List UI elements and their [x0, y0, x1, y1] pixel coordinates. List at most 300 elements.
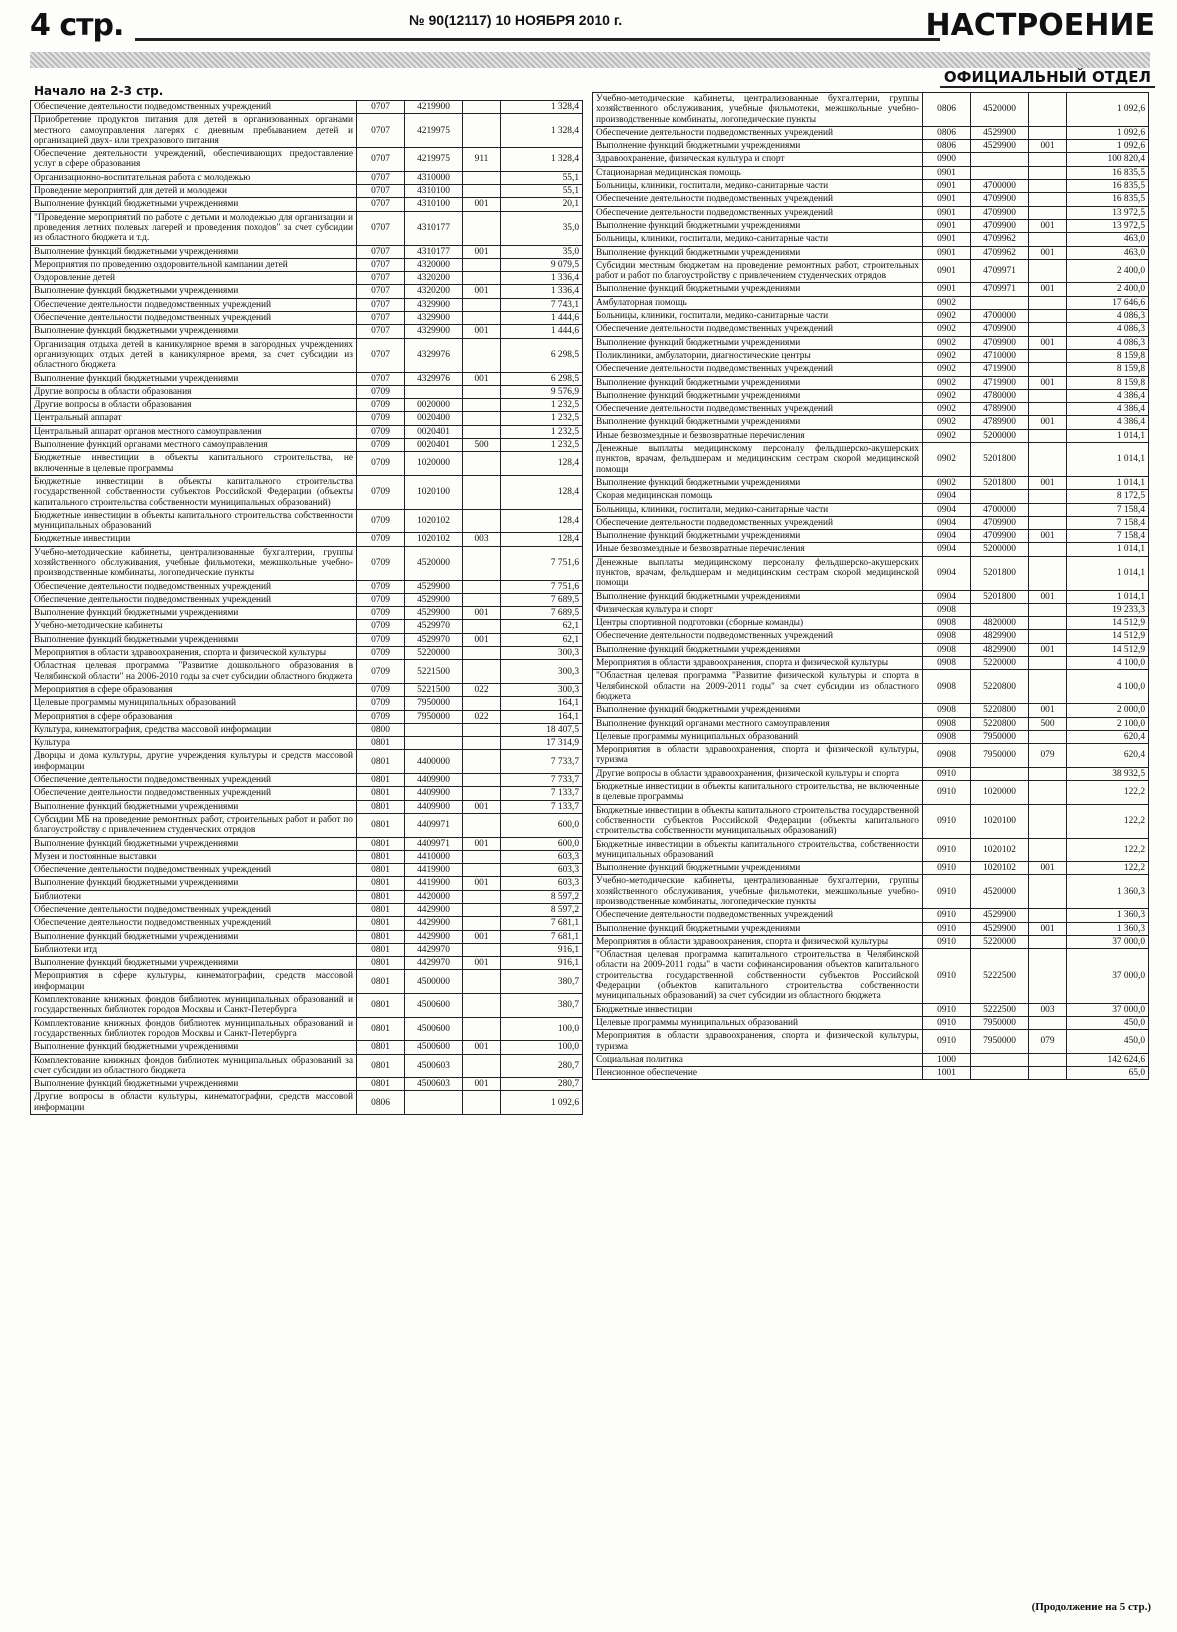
row-type: [1029, 310, 1067, 323]
row-type: 001: [463, 325, 501, 338]
row-code: [405, 1091, 463, 1115]
row-type: 001: [463, 957, 501, 970]
table-row: [31, 957, 583, 970]
row-amount: 8 172,5: [1067, 490, 1149, 503]
table-row: [593, 1030, 1149, 1054]
row-name: Выполнение функций бюджетными учреждениями: [31, 800, 357, 813]
row-type: [463, 546, 501, 580]
row-section: 0707: [357, 198, 405, 211]
row-section: 0910: [923, 1003, 971, 1016]
table-row: [31, 683, 583, 696]
row-amount: 1 444,6: [501, 312, 583, 325]
row-amount: 100,0: [501, 1017, 583, 1041]
row-type: [463, 904, 501, 917]
row-code: 4500600: [405, 994, 463, 1018]
row-amount: 128,4: [501, 533, 583, 546]
row-type: [463, 890, 501, 903]
row-name: Мероприятия в области здравоохранения, спорта и физической культуры: [31, 647, 357, 660]
table-row: [31, 325, 583, 338]
row-code: [971, 603, 1029, 616]
row-amount: 18 407,5: [501, 723, 583, 736]
table-row: [31, 697, 583, 710]
row-amount: 1 092,6: [501, 1091, 583, 1115]
row-type: [463, 475, 501, 509]
page-header: [0, 0, 1177, 90]
row-section: 0709: [357, 580, 405, 593]
row-section: 0910: [923, 935, 971, 948]
row-section: 0908: [923, 617, 971, 630]
row-amount: 16 835,5: [1067, 180, 1149, 193]
row-type: [463, 185, 501, 198]
row-amount: 19 233,3: [1067, 603, 1149, 616]
table-row: [593, 296, 1149, 309]
row-section: 0709: [357, 439, 405, 452]
row-section: 0904: [923, 590, 971, 603]
row-name: Больницы, клиники, госпитали, медико-санитарные части: [593, 180, 923, 193]
row-type: [463, 787, 501, 800]
row-amount: 280,7: [501, 1054, 583, 1078]
row-amount: 128,4: [501, 452, 583, 476]
row-name: Обеспечение деятельности учреждений, обеспечивающих предоставление услуг в сфере образования: [31, 148, 357, 172]
row-name: Выполнение функций бюджетными учреждениями: [31, 633, 357, 646]
row-amount: 1 014,1: [1067, 443, 1149, 477]
row-type: [463, 774, 501, 787]
table-row: [593, 1003, 1149, 1016]
row-code: 4329900: [405, 312, 463, 325]
row-type: 001: [1029, 530, 1067, 543]
table-row: [593, 781, 1149, 805]
row-code: 4310177: [405, 245, 463, 258]
row-section: 0707: [357, 285, 405, 298]
row-section: 0900: [923, 153, 971, 166]
row-name: Бюджетные инвестиции в объекты капитального строительства, собственности муниципальных образований: [593, 838, 923, 862]
row-name: Обеспечение деятельности подведомственных учреждений: [31, 580, 357, 593]
row-amount: 14 512,9: [1067, 630, 1149, 643]
table-row: [593, 259, 1149, 283]
row-code: 5220000: [405, 647, 463, 660]
row-amount: 4 100,0: [1067, 657, 1149, 670]
table-row: [31, 285, 583, 298]
row-code: 4500600: [405, 1041, 463, 1054]
table-row: [593, 717, 1149, 730]
table-row: [31, 198, 583, 211]
row-section: 1001: [923, 1067, 971, 1080]
row-amount: 1 014,1: [1067, 556, 1149, 590]
row-name: Здравоохранение, физическая культура и спорт: [593, 153, 923, 166]
row-name: Стационарная медицинская помощь: [593, 166, 923, 179]
row-name: Культура: [31, 737, 357, 750]
row-amount: 37 000,0: [1067, 949, 1149, 1003]
row-amount: 6 298,5: [501, 372, 583, 385]
row-amount: 300,3: [501, 660, 583, 684]
row-code: 5221500: [405, 660, 463, 684]
row-name: Обеспечение деятельности подведомственных учреждений: [593, 193, 923, 206]
table-row: [593, 376, 1149, 389]
row-amount: 100 820,4: [1067, 153, 1149, 166]
row-type: 001: [1029, 219, 1067, 232]
row-amount: 463,0: [1067, 246, 1149, 259]
row-section: 0910: [923, 1016, 971, 1029]
row-code: 5201800: [971, 443, 1029, 477]
table-row: [31, 1078, 583, 1091]
row-type: [1029, 180, 1067, 193]
row-code: 4420000: [405, 890, 463, 903]
row-type: 001: [1029, 922, 1067, 935]
row-section: 0801: [357, 904, 405, 917]
row-type: 001: [463, 1041, 501, 1054]
row-code: 4500600: [405, 1017, 463, 1041]
row-name: Мероприятия в области здравоохранения, спорта и физической культуры: [593, 935, 923, 948]
row-name: Обеспечение деятельности подведомственных учреждений: [31, 787, 357, 800]
row-section: 0801: [357, 890, 405, 903]
row-code: 4820000: [971, 617, 1029, 630]
row-code: 5200000: [971, 543, 1029, 556]
row-amount: 1 360,3: [1067, 909, 1149, 922]
row-type: 022: [463, 683, 501, 696]
row-code: 0020000: [405, 399, 463, 412]
row-name: Выполнение функций бюджетными учреждениями: [31, 930, 357, 943]
row-section: 0709: [357, 385, 405, 398]
row-code: 7950000: [971, 1016, 1029, 1029]
row-code: [405, 723, 463, 736]
row-type: [1029, 389, 1067, 402]
row-name: Денежные выплаты медицинскому персоналу фельдшерско-акушерских пунктов, врачам, фельдшерам и медицинским сестрам скорой медицинской помощи: [593, 556, 923, 590]
page-number: 4 стр.: [30, 8, 124, 43]
row-name: Выполнение функций бюджетными учреждениями: [593, 336, 923, 349]
row-type: [1029, 323, 1067, 336]
table-row: [593, 643, 1149, 656]
row-type: [463, 452, 501, 476]
row-name: Обеспечение деятельности подведомственных учреждений: [593, 630, 923, 643]
row-type: 001: [1029, 590, 1067, 603]
row-section: 0908: [923, 744, 971, 768]
table-row: [31, 185, 583, 198]
table-row: [593, 657, 1149, 670]
row-type: [463, 580, 501, 593]
row-name: Выполнение функций бюджетными учреждениями: [31, 372, 357, 385]
row-name: Выполнение функций органами местного самоуправления: [31, 439, 357, 452]
row-type: [463, 850, 501, 863]
row-section: 0908: [923, 730, 971, 743]
row-name: Выполнение функций бюджетными учреждениями: [31, 1041, 357, 1054]
row-section: 0801: [357, 1054, 405, 1078]
table-row: [593, 443, 1149, 477]
row-section: 0902: [923, 310, 971, 323]
row-code: 4829900: [971, 630, 1029, 643]
row-type: [463, 697, 501, 710]
row-amount: 1 328,4: [501, 114, 583, 148]
table-row: [31, 647, 583, 660]
table-row: [31, 837, 583, 850]
row-section: 0904: [923, 490, 971, 503]
row-type: [1029, 730, 1067, 743]
row-type: 001: [1029, 336, 1067, 349]
row-name: Целевые программы муниципальных образований: [593, 1016, 923, 1029]
row-amount: 4 386,4: [1067, 416, 1149, 429]
row-section: 0910: [923, 804, 971, 838]
row-code: 4709962: [971, 246, 1029, 259]
row-name: Оздоровление детей: [31, 272, 357, 285]
row-name: Бюджетные инвестиции: [593, 1003, 923, 1016]
row-section: 0910: [923, 862, 971, 875]
row-code: 4529900: [971, 126, 1029, 139]
row-amount: 7 681,1: [501, 930, 583, 943]
row-section: 0709: [357, 412, 405, 425]
row-amount: 2 400,0: [1067, 259, 1149, 283]
row-code: 7950000: [971, 730, 1029, 743]
row-amount: 2 100,0: [1067, 717, 1149, 730]
row-amount: 17 314,9: [501, 737, 583, 750]
row-section: 0902: [923, 403, 971, 416]
row-section: 0709: [357, 620, 405, 633]
row-name: Выполнение функций бюджетными учреждениями: [593, 246, 923, 259]
row-code: 4709962: [971, 233, 1029, 246]
table-row: [593, 233, 1149, 246]
table-row: [31, 372, 583, 385]
row-name: Библиотеки итд: [31, 943, 357, 956]
table-row: [593, 603, 1149, 616]
row-code: 7950000: [971, 1030, 1029, 1054]
row-section: 0709: [357, 533, 405, 546]
row-code: 4409971: [405, 837, 463, 850]
row-type: [1029, 767, 1067, 780]
row-name: Обеспечение деятельности подведомственных учреждений: [593, 206, 923, 219]
row-name: Иные безвозмездные и безвозвратные перечисления: [593, 429, 923, 442]
row-name: Областная целевая программа "Развитие дошкольного образования в Челябинской области" на 2006-2010 годы за счет субсидии областного бюджета: [31, 660, 357, 684]
row-name: Иные безвозмездные и безвозвратные перечисления: [593, 543, 923, 556]
row-amount: 1 360,3: [1067, 875, 1149, 909]
row-section: 0910: [923, 875, 971, 909]
table-row: [31, 245, 583, 258]
row-code: 5220800: [971, 670, 1029, 704]
row-amount: 35,0: [501, 211, 583, 245]
row-name: Выполнение функций бюджетными учреждениями: [593, 590, 923, 603]
table-row: [31, 917, 583, 930]
row-section: 0801: [357, 930, 405, 943]
row-section: 0908: [923, 657, 971, 670]
row-amount: 463,0: [1067, 233, 1149, 246]
row-code: 7950000: [405, 697, 463, 710]
row-amount: 7 158,4: [1067, 530, 1149, 543]
row-amount: 7 689,5: [501, 593, 583, 606]
row-section: 0901: [923, 193, 971, 206]
row-type: [1029, 630, 1067, 643]
row-type: [1029, 838, 1067, 862]
row-type: [463, 917, 501, 930]
row-name: Обеспечение деятельности подведомственных учреждений: [31, 312, 357, 325]
row-type: 001: [463, 372, 501, 385]
row-type: [463, 750, 501, 774]
row-type: [463, 723, 501, 736]
table-row: [31, 877, 583, 890]
table-row: [593, 310, 1149, 323]
row-amount: 8 159,8: [1067, 349, 1149, 362]
table-row: [31, 593, 583, 606]
row-type: [1029, 657, 1067, 670]
row-section: 0902: [923, 476, 971, 489]
row-section: 0806: [923, 126, 971, 139]
row-code: 4709900: [971, 516, 1029, 529]
row-amount: 916,1: [501, 943, 583, 956]
row-name: Выполнение функций бюджетными учреждениями: [31, 607, 357, 620]
table-row: [31, 1041, 583, 1054]
row-name: Выполнение функций бюджетными учреждениями: [31, 957, 357, 970]
row-section: 0801: [357, 774, 405, 787]
row-name: Выполнение функций бюджетными учреждениями: [31, 285, 357, 298]
table-row: [31, 850, 583, 863]
table-row: [593, 590, 1149, 603]
row-type: [463, 171, 501, 184]
row-type: [1029, 516, 1067, 529]
row-name: Музеи и постоянные выставки: [31, 850, 357, 863]
row-name: Выполнение функций бюджетными учреждениями: [593, 704, 923, 717]
row-code: 4520000: [405, 546, 463, 580]
row-amount: 620,4: [1067, 730, 1149, 743]
row-amount: 380,7: [501, 994, 583, 1018]
row-section: 0908: [923, 704, 971, 717]
row-section: 0801: [357, 750, 405, 774]
table-row: [593, 363, 1149, 376]
row-type: [463, 298, 501, 311]
row-type: [463, 1091, 501, 1115]
row-code: 5221500: [405, 683, 463, 696]
row-name: Амбулаторная помощь: [593, 296, 923, 309]
row-code: [971, 1053, 1029, 1066]
table-row: [593, 1053, 1149, 1066]
row-type: [463, 660, 501, 684]
table-row: [31, 509, 583, 533]
row-code: 5220800: [971, 717, 1029, 730]
row-name: Обеспечение деятельности подведомственных учреждений: [31, 917, 357, 930]
table-row: [593, 1067, 1149, 1080]
row-amount: 1 328,4: [501, 148, 583, 172]
row-code: 4500603: [405, 1078, 463, 1091]
row-name: Денежные выплаты медицинскому персоналу фельдшерско-акушерских пунктов, врачам, фельдшерам и медицинским сестрам скорой медицинской помощи: [593, 443, 923, 477]
row-amount: 7 158,4: [1067, 516, 1149, 529]
row-code: 4320200: [405, 285, 463, 298]
row-type: [1029, 935, 1067, 948]
row-amount: 603,3: [501, 864, 583, 877]
row-code: 5201800: [971, 476, 1029, 489]
row-code: 4529970: [405, 620, 463, 633]
row-type: 001: [1029, 704, 1067, 717]
row-name: Другие вопросы в области образования: [31, 385, 357, 398]
row-type: 001: [1029, 476, 1067, 489]
table-row: [31, 258, 583, 271]
table-row: [593, 909, 1149, 922]
row-type: [463, 994, 501, 1018]
row-section: 0904: [923, 530, 971, 543]
row-name: Выполнение функций бюджетными учреждениями: [593, 530, 923, 543]
row-section: 0801: [357, 837, 405, 850]
row-name: Центры спортивной подготовки (сборные команды): [593, 617, 923, 630]
table-row: [31, 774, 583, 787]
row-code: 1020000: [405, 452, 463, 476]
row-type: [1029, 1067, 1067, 1080]
row-code: 1020102: [405, 533, 463, 546]
row-type: 001: [463, 285, 501, 298]
row-type: 001: [463, 607, 501, 620]
row-code: 4429900: [405, 917, 463, 930]
row-section: 0901: [923, 233, 971, 246]
table-row: [593, 935, 1149, 948]
row-name: Выполнение функций бюджетными учреждениями: [31, 245, 357, 258]
row-type: 022: [463, 710, 501, 723]
row-section: 0707: [357, 101, 405, 114]
row-type: 500: [1029, 717, 1067, 730]
row-name: Бюджетные инвестиции в объекты капитального строительства, не включенные в целевые программы: [31, 452, 357, 476]
row-name: "Проведение мероприятий по работе с детьми и молодежью для организации и проведения летних полевых лагерей и проведения походов" за счет субсидии из областного бюджета и т.д.: [31, 211, 357, 245]
row-code: 4219900: [405, 101, 463, 114]
row-code: 5220000: [971, 657, 1029, 670]
row-section: 0908: [923, 717, 971, 730]
row-amount: 14 512,9: [1067, 643, 1149, 656]
row-section: 0904: [923, 516, 971, 529]
row-code: 0020400: [405, 412, 463, 425]
row-section: 0901: [923, 259, 971, 283]
row-amount: 2 000,0: [1067, 704, 1149, 717]
row-amount: 1 328,4: [501, 101, 583, 114]
row-name: Выполнение функций бюджетными учреждениями: [593, 219, 923, 232]
row-type: [1029, 126, 1067, 139]
row-name: Учебно-методические кабинеты, централизованные бухгалтерии, группы хозяйственного обслуживания, учебные фильмотеки, межшкольные учебно-производственные комбинаты, логопедические пункты: [593, 875, 923, 909]
row-code: 4789900: [971, 403, 1029, 416]
row-name: Пенсионное обеспечение: [593, 1067, 923, 1080]
row-amount: 122,2: [1067, 862, 1149, 875]
table-row: [593, 617, 1149, 630]
table-row: [593, 336, 1149, 349]
row-type: 003: [463, 533, 501, 546]
row-code: 4520000: [971, 875, 1029, 909]
row-type: [1029, 296, 1067, 309]
row-name: Мероприятия по проведению оздоровительной кампании детей: [31, 258, 357, 271]
row-section: 0902: [923, 429, 971, 442]
row-name: Обеспечение деятельности подведомственных учреждений: [593, 323, 923, 336]
row-amount: 7 681,1: [501, 917, 583, 930]
continued-on-note: (Продолжение на 5 стр.): [1031, 1601, 1151, 1613]
row-amount: 1 336,4: [501, 285, 583, 298]
table-row: [593, 516, 1149, 529]
row-name: Субсидии местным бюджетам на проведение ремонтных работ, строительных работ и работ по благоустройству с привлечением студенческих отрядов: [593, 259, 923, 283]
table-row: [31, 864, 583, 877]
row-section: 0800: [357, 723, 405, 736]
row-section: 0801: [357, 787, 405, 800]
row-code: 5222500: [971, 949, 1029, 1003]
row-amount: 600,0: [501, 837, 583, 850]
row-type: [463, 399, 501, 412]
row-code: 4219975: [405, 114, 463, 148]
row-code: 4709900: [971, 206, 1029, 219]
row-section: 0902: [923, 376, 971, 389]
row-section: 0902: [923, 296, 971, 309]
row-code: 4429970: [405, 943, 463, 956]
row-code: 4409900: [405, 787, 463, 800]
row-name: "Областная целевая программа "Развитие физической культуры и спорта в Челябинской области на 2009-2011 годы" за счет субсидии из областного бюджета: [593, 670, 923, 704]
row-name: Приобретение продуктов питания для детей в организованных органами местного самоуправления лагерях с дневным пребыванием детей и организацией двух- или трехразового питания: [31, 114, 357, 148]
row-amount: 1 232,5: [501, 439, 583, 452]
row-name: Больницы, клиники, госпитали, медико-санитарные части: [593, 503, 923, 516]
row-code: [971, 166, 1029, 179]
row-amount: 122,2: [1067, 804, 1149, 838]
row-amount: 8 597,2: [501, 904, 583, 917]
row-type: [1029, 804, 1067, 838]
row-section: 0801: [357, 1078, 405, 1091]
table-row: [593, 744, 1149, 768]
row-name: Выполнение функций бюджетными учреждениями: [31, 325, 357, 338]
row-name: Мероприятия в сфере образования: [31, 683, 357, 696]
row-type: [463, 258, 501, 271]
table-row: [593, 767, 1149, 780]
